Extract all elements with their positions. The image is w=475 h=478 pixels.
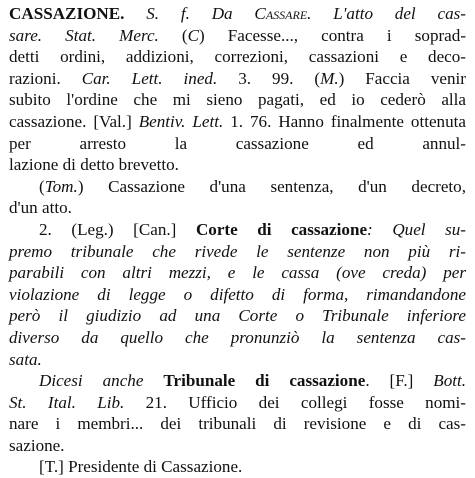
- entry-line: [T.] Presidente di Cassazione.: [39, 457, 243, 477]
- entry-line: subito l'ordine che mi sieno pagati, ed io cederò alla: [9, 90, 466, 110]
- entry-line: parabili con altri mezzi, e le cassa (ove creda) per: [9, 263, 466, 283]
- entry-line: (Tom.) Cassazione d'una sentenza, d'un decreto,: [39, 176, 466, 196]
- entry-line: diverso da quello che pronunziò la sentenza cas-: [9, 327, 466, 347]
- entry-line: d'un atto.: [9, 198, 72, 218]
- entry-line: detti ordini, addizioni, correzioni, cassazioni e deco-: [9, 47, 466, 67]
- entry-line: nare i membri... dei tribunali di revisione e di cas-: [9, 414, 466, 434]
- entry-line: lazione di detto brevetto.: [9, 155, 179, 175]
- entry-line: violazione di legge o difetto di forma, rimandandone: [9, 284, 466, 304]
- entry-line: però il giudizio ad una Corte o Tribunale inferiore: [9, 306, 466, 326]
- entry-line: sazione.: [9, 435, 65, 455]
- entry-line: premo tribunale che rivede le sentenze non più ri-: [9, 241, 466, 261]
- entry-line: razioni. Car. Lett. ined. 3. 99. (M.) Faccia venir: [9, 68, 466, 88]
- entry-line: St. Ital. Lib. 21. Ufficio dei collegi fosse nomi-: [9, 392, 466, 412]
- entry-line: cassazione. [Val.] Bentiv. Lett. 1. 76. Hanno finalmente ottenuta per arresto la cassazione ed annul-: [9, 111, 466, 153]
- entry-line: Dicesi anche Tribunale di cassazione. [F.] Bott.: [39, 371, 467, 391]
- entry-line: sata.: [9, 349, 42, 369]
- entry-line: 2. (Leg.) [Can.] Corte di cassazione: Quel su-: [39, 219, 466, 239]
- entry-line: CASSAZIONE. S. f. Da Cassare. L'atto del cas-: [9, 4, 466, 23]
- entry-line: sare. Stat. Merc. (C) Facesse..., contra i soprad-: [9, 25, 467, 45]
